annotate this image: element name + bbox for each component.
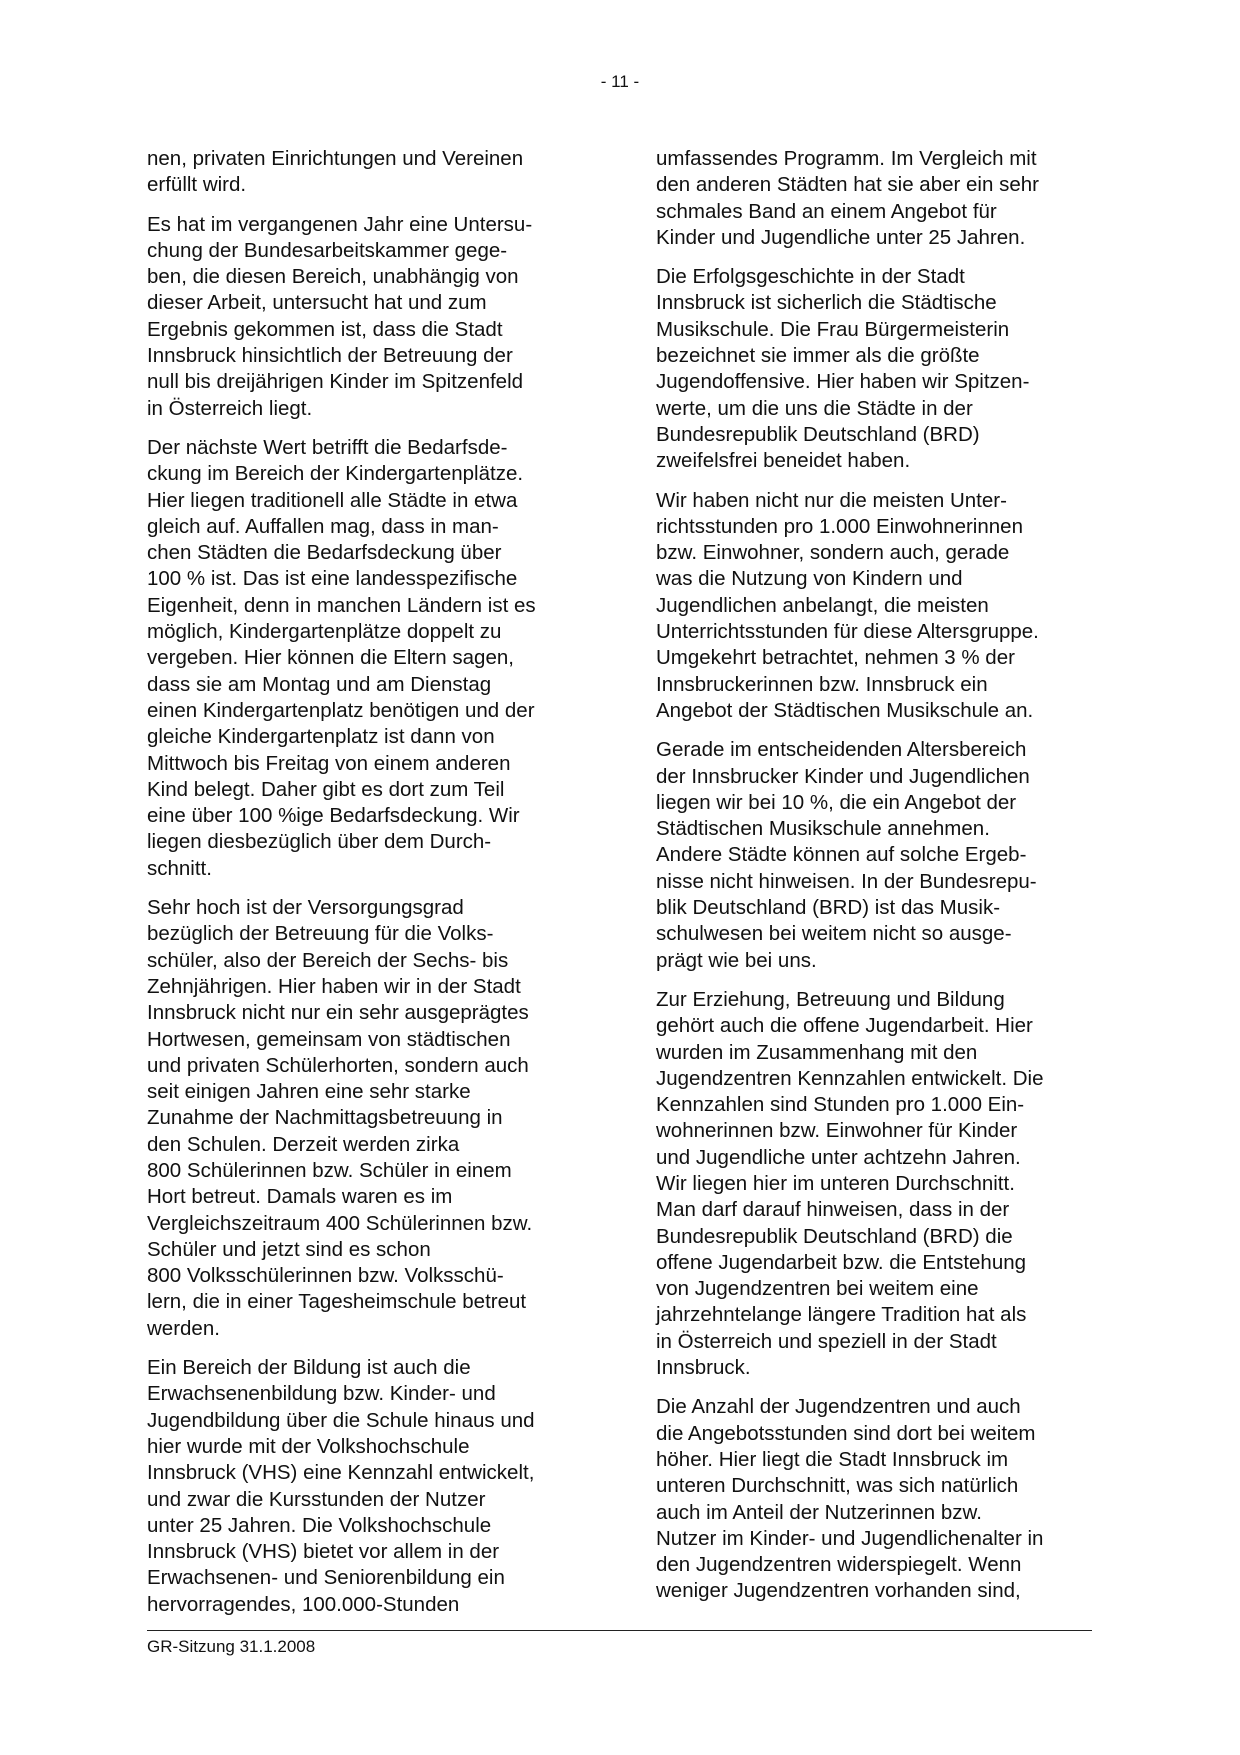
paragraph: nen, privaten Einrichtungen und Vereinen erfüllt wird.	[147, 147, 524, 197]
paragraph: Gerade im entscheidenden Altersbereich der Innsbrucker Kinder und Jugendlichen liegen wir bei 10 %, die ein Angebot der Städtischen Musikschule annehmen. Andere Städte können auf solche Ergeb- nisse nicht hinweisen. In der Bundesrepu- blik Deutschland (BRD) ist das Musik- schulwesen bei weitem nicht so ausge- prägt wie bei uns.	[656, 738, 1037, 972]
paragraph: Die Erfolgsgeschichte in der Stadt Innsbruck ist sicherlich die Städtische Musikschule. Die Frau Bürgermeisterin bezeichnet sie immer als die größte Jugendoffensive. Hier haben wir Spitzen- werte, um die uns die Städte in der Bundesrepublik Deutschland (BRD) zweifelsfrei beneidet haben.	[656, 265, 1030, 473]
paragraph: Es hat im vergangenen Jahr eine Untersu- chung der Bundesarbeitskammer gege- ben, die diesen Bereich, unabhängig von dieser Arbeit, untersucht hat und zum Ergebnis gekommen ist, dass die Stadt Innsbruck hinsichtlich der Betreuung der null bis dreijährigen Kinder im Spitzenfeld in Österreich liegt.	[147, 212, 533, 420]
footer-divider	[147, 1630, 1092, 1631]
right-text-column	[656, 146, 1091, 1618]
paragraph: umfassendes Programm. Im Vergleich mit den anderen Städten hat sie aber ein sehr schmales Band an einem Angebot für Kinder und Jugendliche unter 25 Jahren.	[656, 147, 1039, 249]
paragraph: Zur Erziehung, Betreuung und Bildung gehört auch die offene Jugendarbeit. Hier wurden im Zusammenhang mit den Jugendzentren Kennzahlen entwickelt. Die Kennzahlen sind Stunden pro 1.000 Ein- wohnerinnen bzw. Einwohner für Kinder und Jugendliche unter achtzehn Jahren. Wir liegen hier im unteren Durchschnitt. Man darf darauf hinweisen, dass in der Bundesrepublik Deutschland (BRD) die offene Jugendarbeit bzw. die Entstehung von Jugendzentren bei weitem eine jahrzehntelange längere Tradition hat als in Österreich und speziell in der Stadt Innsbruck.	[656, 987, 1044, 1380]
paragraph: Der nächste Wert betrifft die Bedarfsde- ckung im Bereich der Kindergartenplätze. Hier liegen traditionell alle Städte in etwa gleich auf. Auffallen mag, dass in man- chen Städten die Bedarfsdeckung über 100 % ist. Das ist eine landesspezifische Eigenheit, denn in manchen Ländern ist es möglich, Kindergartenplätze doppelt zu vergeben. Hier können die Eltern sagen, dass sie am Montag und am Dienstag einen Kindergartenplatz benötigen und der gleiche Kindergartenplatz ist dann von Mittwoch bis Freitag von einem anderen Kind belegt. Daher gibt es dort zum Teil eine über 100 %ige Bedarfsdeckung. Wir liegen diesbezüglich über dem Durch- schnitt.	[147, 435, 536, 880]
footer-text: GR-Sitzung 31.1.2008	[147, 1637, 316, 1656]
paragraph: Wir haben nicht nur die meisten Unter- richtsstunden pro 1.000 Einwohnerinnen bzw. Einwohner, sondern auch, gerade was die Nutzung von Kindern und Jugendlichen anbelangt, die meisten Unterrichtsstunden für diese Altersgruppe. Umgekehrt betrachtet, nehmen 3 % der Innsbruckerinnen bzw. Innsbruck ein Angebot der Städtischen Musikschule an.	[656, 488, 1039, 722]
paragraph: Sehr hoch ist der Versorgungsgrad bezüglich der Betreuung für die Volks- schüler, also der Bereich der Sechs- bis Zehnjährigen. Hier haben wir in der Stadt Innsbruck nicht nur ein sehr ausgeprägtes Hortwesen, gemeinsam von städtischen und privaten Schülerhorten, sondern auch seit einigen Jahren eine sehr starke Zunahme der Nachmittagsbetreuung in den Schulen. Derzeit werden zirka 800 Schülerinnen bzw. Schüler in einem Hort betreut. Damals waren es im Vergleichszeitraum 400 Schülerinnen bzw. Schüler und jetzt sind es schon 800 Volksschülerinnen bzw. Volksschü- lern, die in einer Tagesheimschule betreut werden.	[147, 896, 533, 1340]
page-number: - 11 -	[600, 72, 640, 91]
paragraph: Ein Bereich der Bildung ist auch die Erwachsenenbildung bzw. Kinder- und Jugendbildung über die Schule hinaus und hier wurde mit der Volkshochschule Innsbruck (VHS) eine Kennzahl entwickelt, und zwar die Kursstunden der Nutzer unter 25 Jahren. Die Volkshochschule Innsbruck (VHS) bietet vor allem in der Erwachsenen- und Seniorenbildung ein hervorragendes, 100.000-Stunden	[147, 1356, 535, 1616]
left-text-column	[147, 146, 587, 1631]
paragraph: Die Anzahl der Jugendzentren und auch die Angebotsstunden sind dort bei weitem höher. Hier liegt die Stadt Innsbruck im unteren Durchschnitt, was sich natürlich auch im Anteil der Nutzerinnen bzw. Nutzer im Kinder- und Jugendlichenalter in den Jugendzentren widerspiegelt. Wenn weniger Jugendzentren vorhanden sind,	[656, 1395, 1044, 1603]
